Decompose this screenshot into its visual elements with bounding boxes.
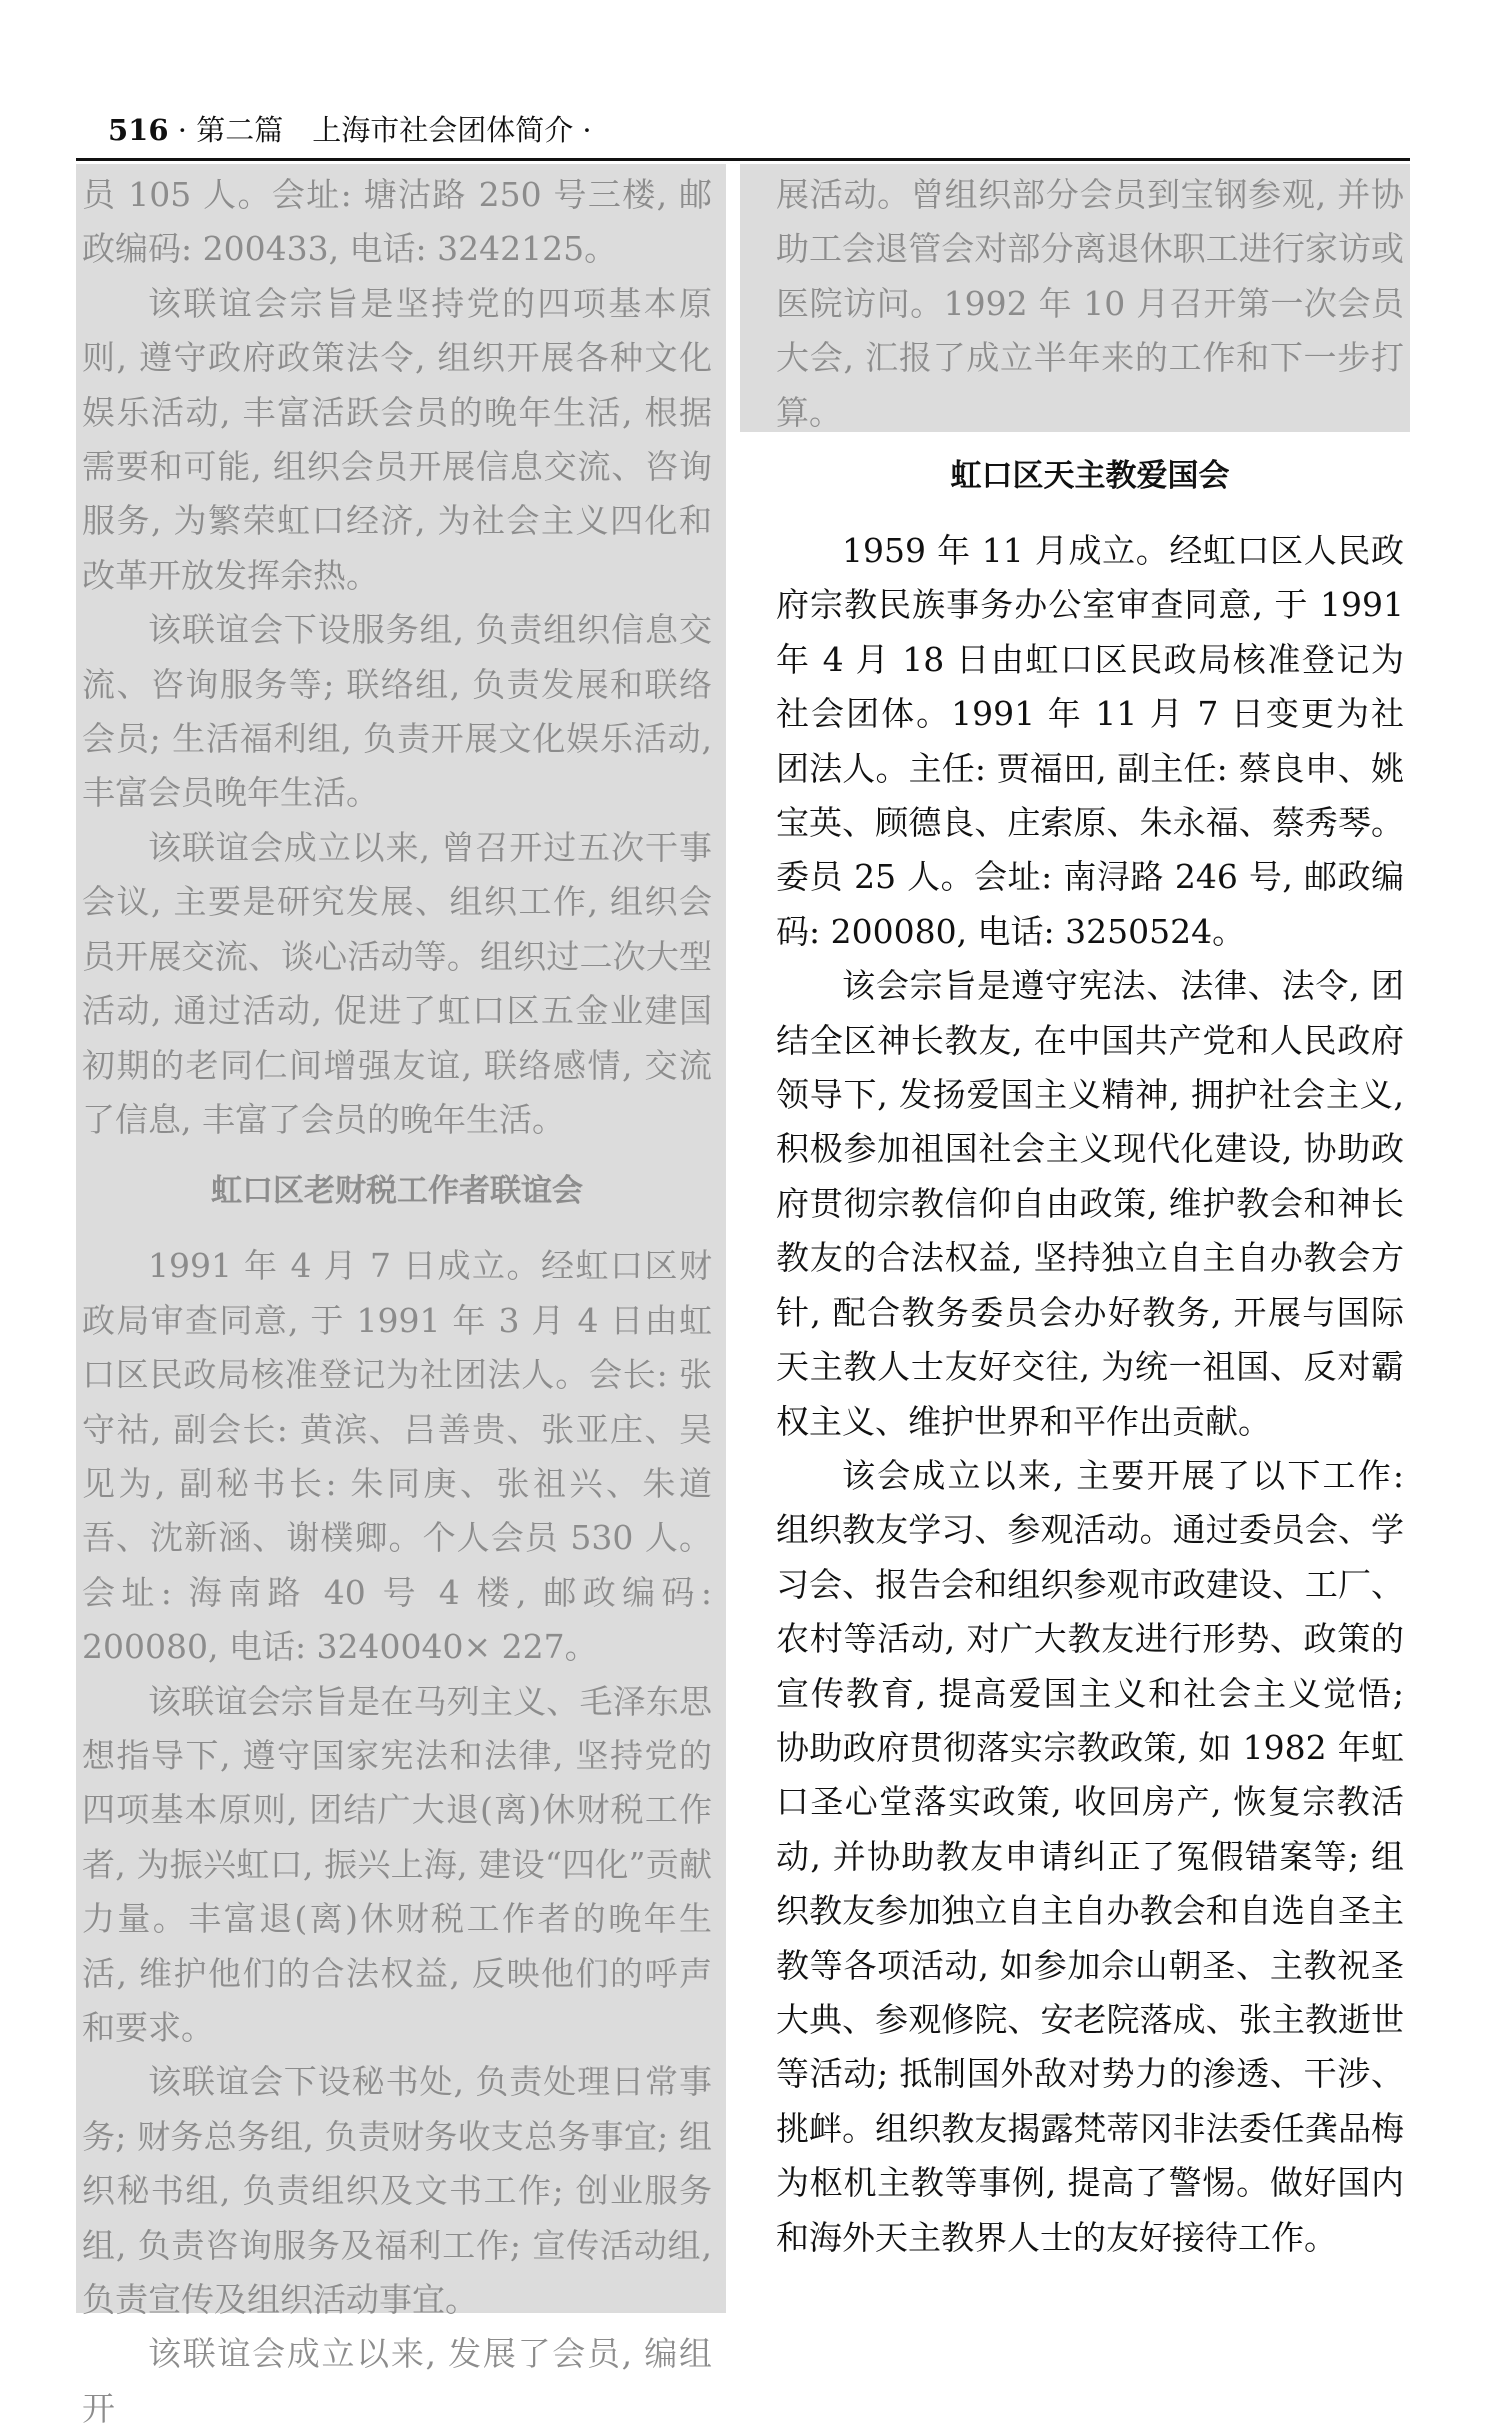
paragraph: 1959 年 11 月成立。经虹口区人民政府宗教民族事务办公室审查同意, 于 1991 年 4 月 18 日由虹口区民政局核准登记为社会团体。1991 年 11 月 7 日变更为社团法人。主任: 贾福田, 副主任: 蔡良申、姚宝英、顾德良、庄索原、朱永福、蔡秀琴。委员 25 人。会址: 南浔路 246 号, 邮政编码: 200080, 电话: 3250524。 (776, 531, 1404, 951)
running-title: · 第二篇 上海市社会团体简介 · (168, 113, 592, 147)
right-column-continuation (776, 168, 1404, 440)
paragraph: 1991 年 4 月 7 日成立。经虹口区财政局审查同意, 于 1991 年 3 月 4 日由虹口区民政局核准登记为社团法人。会长: 张守祜, 副会长: 黄滨、吕善贵、张亚庄、吴见为, 副秘书长: 朱同庚、张祖兴、朱道吾、沈新涵、谢樸卿。个人会员 530 人。会址: 海南路 40 号 4 楼, 邮政编码: 200080, 电话: 3240040× 227。 (82, 1246, 712, 1667)
paragraph: 该联谊会下设秘书处, 负责处理日常事务; 财务总务组, 负责财务收支总务事宜; 组织秘书组, 负责组织及文书工作; 创业服务组, 负责咨询服务及福利工作; 宣传活动组, 负责宣传及组织活动事宜。 (82, 2062, 712, 2320)
paragraph: 该联谊会成立以来, 曾召开过五次干事会议, 主要是研究发展、组织工作, 组织会员开展交流、谈心活动等。组织过二次大型活动, 通过活动, 促进了虹口区五金业建国初期的老同仁间增强友谊, 联络感情, 交流了信息, 丰富了会员的晚年生活。 (82, 827, 712, 1139)
section-heading: 虹口区老财税工作者联谊会 (211, 1173, 583, 1210)
paragraph: 该联谊会宗旨是坚持党的四项基本原则, 遵守政府政策法令, 组织开展各种文化娱乐活动, 丰富活跃会员的晚年生活, 根据需要和可能, 组织会员开展信息交流、咨询服务, 为繁荣虹口经济, 为社会主义四化和改革开放发挥余热。 (82, 283, 712, 595)
paragraph: 展活动。曾组织部分会员到宝钢参观, 并协助工会退管会对部分离退休职工进行家访或医院访问。1992 年 10 月召开第一次会员大会, 汇报了成立半年来的工作和下一步打算。 (776, 175, 1404, 432)
right-column (776, 456, 1404, 2265)
paragraph: 该会宗旨是遵守宪法、法律、法令, 团结全区神长教友, 在中国共产党和人民政府领导下, 发扬爱国主义精神, 拥护社会主义, 积极参加祖国社会主义现代化建设, 协助政府贯彻宗教信仰自由政策, 维护教会和神长教友的合法权益, 坚持独立自主自办教会方针, 配合教务委员会办好教务, 开展与国际天主教人士友好交往, 为统一祖国、反对霸权主义、维护世界和平作出贡献。 (776, 966, 1404, 1441)
running-header (108, 108, 1408, 152)
paragraph: 该会成立以来, 主要开展了以下工作: 组织教友学习、参观活动。通过委员会、学习会、报告会和组织参观市政建设、工厂、农村等活动, 对广大教友进行形势、政策的宣传教育, 提高爱国主义和社会主义觉悟; 协助政府贯彻落实宗教政策, 如 1982 年虹口圣心堂落实政策, 收回房产, 恢复宗教活动, 并协助教友申请纠正了冤假错案等; 组织教友参加独立自主自办教会和自选自圣主教等各项活动, 如参加佘山朝圣、主教祝圣大典、参观修院、安老院落成、张主教逝世等活动; 抵制国外敌对势力的渗透、干涉、挑衅。组织教友揭露梵蒂冈非法委任龚品梅为枢机主教等事例, 提高了警惕。做好国内和海外天主教界人士的友好接待工作。 (776, 1455, 1404, 2257)
left-column (82, 168, 712, 2436)
paragraph: 员 105 人。会址: 塘沽路 250 号三楼, 邮政编码: 200433, 电话: 3242125。 (82, 175, 712, 269)
section-heading: 虹口区天主教爱国会 (950, 458, 1230, 494)
header-rule (76, 158, 1410, 161)
paragraph: 该联谊会成立以来, 发展了会员, 编组开 (82, 2334, 712, 2428)
paragraph: 该联谊会下设服务组, 负责组织信息交流、咨询服务等; 联络组, 负责发展和联络会员; 生活福利组, 负责开展文化娱乐活动, 丰富会员晚年生活。 (82, 610, 712, 813)
page-number: 516 (108, 113, 169, 147)
paragraph: 该联谊会宗旨是在马列主义、毛泽东思想指导下, 遵守国家宪法和法律, 坚持党的四项基本原则, 团结广大退(离)休财税工作者, 为振兴虹口, 振兴上海, 建设“四化”贡献力量。丰富退(离)休财税工作者的晚年生活, 维护他们的合法权益, 反映他们的呼声和要求。 (82, 1681, 712, 2047)
